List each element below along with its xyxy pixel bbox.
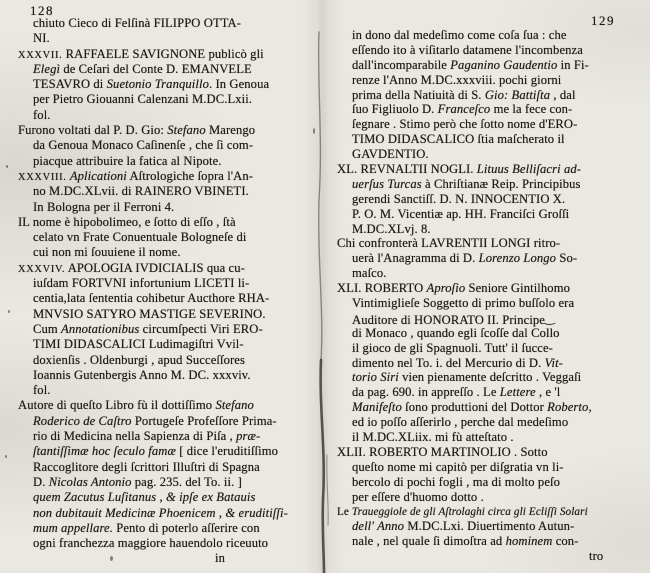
text-segment: per Pietro Giouanni Calenzani M.DC.Lxii. (33, 92, 253, 107)
text-segment: ‿ (545, 310, 556, 325)
text-segment: IL nome è hipobolimeo, e ſotto di eſſo , ſtà (18, 214, 236, 229)
text-line (337, 505, 643, 520)
text-segment: fol. (33, 107, 51, 122)
text-line (18, 429, 318, 444)
italic-text: dell' Anno (352, 519, 405, 534)
italic-text: Lituus Belliſacri ad- (476, 162, 582, 177)
text-segment: circumſpecti Viri ERO- (139, 321, 263, 336)
text-column-right (337, 28, 643, 564)
text-segment: gerendi Sanctiſſ. D. N. INNOCENTIO X. (352, 191, 566, 206)
italic-text: Elegì (33, 61, 61, 76)
text-segment: bercolo di pochi fogli , ma di molto peſo (352, 474, 561, 489)
text-line (337, 400, 643, 415)
italic-text: ſtantiſſimæ hoc ſeculo famæ (33, 444, 176, 459)
text-segment: chiuto Cieco di Felſinà FILIPPO OTTA- (33, 16, 242, 30)
text-segment: pag. 235. del To. ii. ] (131, 474, 242, 489)
text-segment: TESAVRO di (33, 77, 107, 92)
text-line (337, 490, 643, 505)
text-segment: Pento di poterlo aſſerire con (112, 520, 260, 535)
text-segment: XLI. ROBERTO (337, 281, 427, 296)
text-line (337, 370, 643, 385)
text-segment: uerà l'Anagramma di D. (352, 251, 479, 266)
text-segment: iuſdam FORTVNI infortunium LICETI li- (33, 276, 250, 291)
text-line (18, 16, 318, 31)
text-segment: cui non mi ſouuiene il nome. (33, 245, 181, 260)
text-line (337, 58, 643, 73)
text-line (337, 28, 643, 43)
text-segment: XXXVIII. (18, 171, 67, 183)
text-segment: Le (337, 505, 352, 518)
text-line (337, 251, 643, 266)
text-line (18, 506, 318, 521)
text-segment: Seniore Gintilhomo (465, 281, 570, 296)
text-line (337, 460, 643, 475)
text-segment: Aſtrologiche ſopra l'An- (126, 168, 254, 183)
text-line (18, 368, 318, 383)
italic-text: non dubitauit Medicinæ Phoenicem , & eruditiſſi- (33, 505, 288, 520)
text-line (337, 356, 643, 371)
catchword: in (215, 551, 225, 566)
text-line (18, 414, 318, 429)
text-line (18, 475, 318, 490)
text-segment: . In Genoua (208, 77, 270, 92)
text-segment: So- (556, 251, 578, 266)
text-segment: centia,lata ſententia cohibetur Aucthore RHA- (33, 291, 270, 306)
text-segment: APOLOGIA IVDICIALIS qua cu- (65, 260, 245, 275)
text-segment: MNVSIO SATYRO MASTIGE SEVERINO. (33, 306, 266, 321)
text-line (337, 266, 643, 281)
text-segment: Marengo (205, 123, 256, 138)
text-line (337, 162, 643, 177)
text-segment: ed io poſſo aſſerirlo , perche dal medeſimo (352, 415, 569, 430)
text-segment: ſono produttioni del Dottor (401, 400, 548, 415)
text-line (18, 123, 318, 138)
text-segment: renze l'Anno M.DC.xxxviii. pochi giorni (352, 72, 562, 87)
text-segment: NI. (33, 31, 50, 46)
text-segment: P. O. M. Vicentiæ ap. HH. Franciſci Groſſi (352, 206, 570, 221)
text-line (337, 385, 643, 400)
text-segment: In Bologna per il Ferroni 4. (33, 199, 175, 214)
text-line (18, 383, 318, 398)
text-segment: GAVDENTIO. (352, 147, 429, 162)
italic-text: hominem (505, 534, 553, 549)
italic-text: Stefano (167, 123, 206, 138)
text-segment: piacque attribuire la fatica al Nipote. (33, 153, 222, 168)
text-line (337, 132, 643, 147)
text-line (337, 117, 643, 132)
text-line (18, 398, 318, 413)
italic-text: Aproſio (426, 281, 466, 296)
text-segment: queſto nome mi capitò per diſgratia vn li- (352, 459, 564, 474)
italic-text: Gio: Battiſta (484, 87, 551, 102)
text-segment: XLII. ROBERTO MARTINOLIO . Sotto (337, 444, 548, 459)
catchword: tro (589, 549, 604, 564)
text-segment: doxienſis . Oldenburgi , apud Succeſſores (33, 352, 245, 367)
text-line (337, 445, 643, 460)
text-segment: ſegnare . Stimo però che ſotto nome d'ERO- (352, 117, 578, 132)
text-line (337, 311, 643, 326)
text-segment: Portugeſe Profeſſore Prima- (131, 413, 277, 428)
text-segment: celato vn Frate Conuentuale Bologneſe di (33, 230, 247, 245)
text-line (337, 236, 643, 251)
text-line (18, 521, 318, 536)
text-segment: con- (552, 534, 579, 549)
text-line (337, 147, 643, 162)
text-line (337, 192, 643, 207)
text-segment: me la fece con- (490, 102, 573, 117)
italic-text: præ- (236, 429, 261, 444)
text-line (337, 341, 643, 356)
text-segment: il gioco de gli Spagnuoli. Tutt' il ſucce- (352, 340, 553, 355)
text-segment: rio di Medicina nella Sapienza di Piſa , (33, 429, 237, 444)
text-line (18, 230, 318, 245)
text-line (337, 415, 643, 430)
text-segment: TIMI DIDASCALICI Ludimagiſtri Vvil- (33, 337, 244, 352)
text-line (337, 281, 643, 296)
text-line (337, 326, 643, 341)
text-segment: ogni franchezza maggiore hauendolo riceuuto (33, 536, 269, 551)
text-line (337, 177, 643, 192)
text-segment: Auditore di HONORATO II. Principe (352, 312, 545, 327)
italic-text: Lorenzo Longo (478, 251, 557, 266)
text-line (18, 490, 318, 505)
text-segment: di Monaco , quando egli ſcoſſe dal Collo (352, 325, 560, 340)
italic-text: Nicolas Antonio (48, 474, 132, 489)
text-segment: Chi confronterà LAVRENTII LONGI ritro- (337, 236, 561, 251)
text-line (18, 215, 318, 230)
ink-speck (110, 556, 113, 561)
text-segment: Ioannis Gutenbergis Anno M. DC. xxxviv. (33, 367, 251, 382)
text-line (18, 92, 318, 107)
text-line (18, 307, 318, 322)
text-segment: TIMO DIDASCALICO ſtia maſcherato il (352, 132, 565, 147)
ink-speck (8, 310, 10, 313)
italic-text: quem Zacutus Luſitanus , & ipſe ex Batauis (33, 490, 256, 505)
text-segment: à Chriſtianæ Reip. Principibus (421, 176, 581, 191)
text-line (18, 460, 318, 475)
text-line (337, 88, 643, 103)
text-line (18, 47, 318, 62)
text-segment: Raccoglitore degli ſcrittori Illuſtri di Spagna (33, 459, 260, 474)
text-line (18, 31, 318, 46)
text-segment: da pag. 690. in appreſſo . Le (352, 385, 500, 400)
text-line (18, 200, 318, 215)
text-line (18, 245, 318, 260)
text-line (337, 475, 643, 490)
text-segment: prima della Natiuità di S. (352, 87, 485, 102)
text-line (18, 337, 318, 352)
text-segment: Furono voltati dal P. D. Gio: (18, 123, 168, 138)
text-line (18, 536, 318, 551)
italic-text: Paganino Gaudentio (450, 57, 558, 72)
text-line (18, 276, 318, 291)
text-line (18, 353, 318, 368)
text-segment: , (588, 400, 592, 415)
text-segment: dall'incomparabile (352, 57, 451, 72)
text-line (18, 62, 318, 77)
ink-speck (313, 128, 315, 134)
italic-text: Annotationibus (61, 321, 140, 336)
text-segment: RAFFAELE SAVIGNONE publicò gli (62, 46, 264, 61)
text-segment: da Genoua Monaco Caſinenſe , che ſi com- (33, 138, 254, 153)
text-line (337, 534, 643, 549)
text-segment: Cum (33, 321, 62, 336)
text-segment: , e 'l (535, 385, 561, 400)
text-segment: , dal (550, 87, 576, 102)
text-segment: ſuo Figliuolo D. (352, 102, 438, 117)
text-segment: fol. (33, 383, 51, 398)
text-line (337, 43, 643, 58)
text-segment: de Ceſari del Conte D. EMANVELE (60, 61, 252, 76)
ink-speck (6, 165, 8, 168)
italic-text: Franceſco (437, 102, 491, 117)
ink-speck (5, 455, 7, 458)
italic-text: Roberto (547, 400, 589, 415)
text-line (337, 519, 643, 534)
italic-text: Roderico de Caſtro (33, 413, 132, 428)
text-segment: in dono dal medeſimo come coſa ſua : che (352, 28, 567, 42)
text-segment: vien pienamente deſcritto . Veggaſi (398, 370, 582, 385)
text-line (18, 77, 318, 92)
page-number-left: 128 (30, 3, 54, 18)
page-number-right: 129 (591, 13, 615, 28)
text-line (18, 138, 318, 153)
text-segment: [ dice l'eruditiſſimo (175, 444, 279, 459)
text-segment: no M.DC.XLvii. di RAINERO VBINETI. (33, 184, 249, 199)
text-line (18, 154, 318, 169)
italic-text: Suetonio Tranquillo (106, 77, 209, 92)
italic-text: Stefano (215, 398, 254, 413)
text-segment: M.DC.XLvj. 8. (352, 221, 431, 236)
text-line (337, 296, 643, 311)
italic-text: Traueggiole de gli Aſtrolaghi circa gli Ecliſſi Solari (351, 505, 588, 518)
text-line (337, 207, 643, 222)
italic-text: torio Siri (352, 370, 399, 385)
italic-text: Manifeſto (352, 400, 402, 415)
text-segment: Autore di queſto Libro fù il dottiſſimo (18, 398, 216, 413)
text-segment: maſco. (352, 266, 387, 281)
text-line (18, 108, 318, 123)
text-segment: D. (33, 474, 49, 489)
text-line (18, 169, 318, 184)
text-segment: dimento nel To. i. del Mercurio di D. (352, 355, 545, 370)
text-segment: in Fi- (557, 57, 589, 72)
text-line (18, 184, 318, 199)
text-line (18, 322, 318, 337)
text-segment: per eſſere d'huomo dotto . (352, 489, 484, 504)
text-line (337, 102, 643, 117)
text-segment: il M.DC.XLiix. mi fù atteſtato . (352, 430, 514, 445)
text-segment: eſſendo ito à viſitarlo datamene l'incombenza (352, 42, 583, 57)
italic-text: Lettere (499, 385, 536, 400)
italic-text: mum appellare. (33, 520, 113, 535)
text-segment: XL. REVNALTII NOGLI. (337, 162, 477, 177)
text-line (337, 222, 643, 237)
text-segment: XXXVII. (18, 49, 63, 61)
text-segment: XXXVIV. (18, 263, 66, 275)
text-line (18, 291, 318, 306)
text-line (337, 73, 643, 88)
italic-text: uerſus Turcas (352, 176, 422, 191)
text-segment: nale , nel quale ſi dimoſtra ad (352, 534, 506, 549)
text-line (18, 444, 318, 459)
text-segment: M.DC.Lxi. Diuertimento Autun- (404, 519, 575, 534)
text-line (337, 430, 643, 445)
italic-text: Aplicationi (69, 168, 127, 183)
italic-text: Vit- (544, 355, 563, 370)
text-column-left (18, 16, 318, 567)
text-line (18, 261, 318, 276)
text-segment: Vintimiglieſe Soggetto di primo buſſolo era (352, 296, 575, 311)
